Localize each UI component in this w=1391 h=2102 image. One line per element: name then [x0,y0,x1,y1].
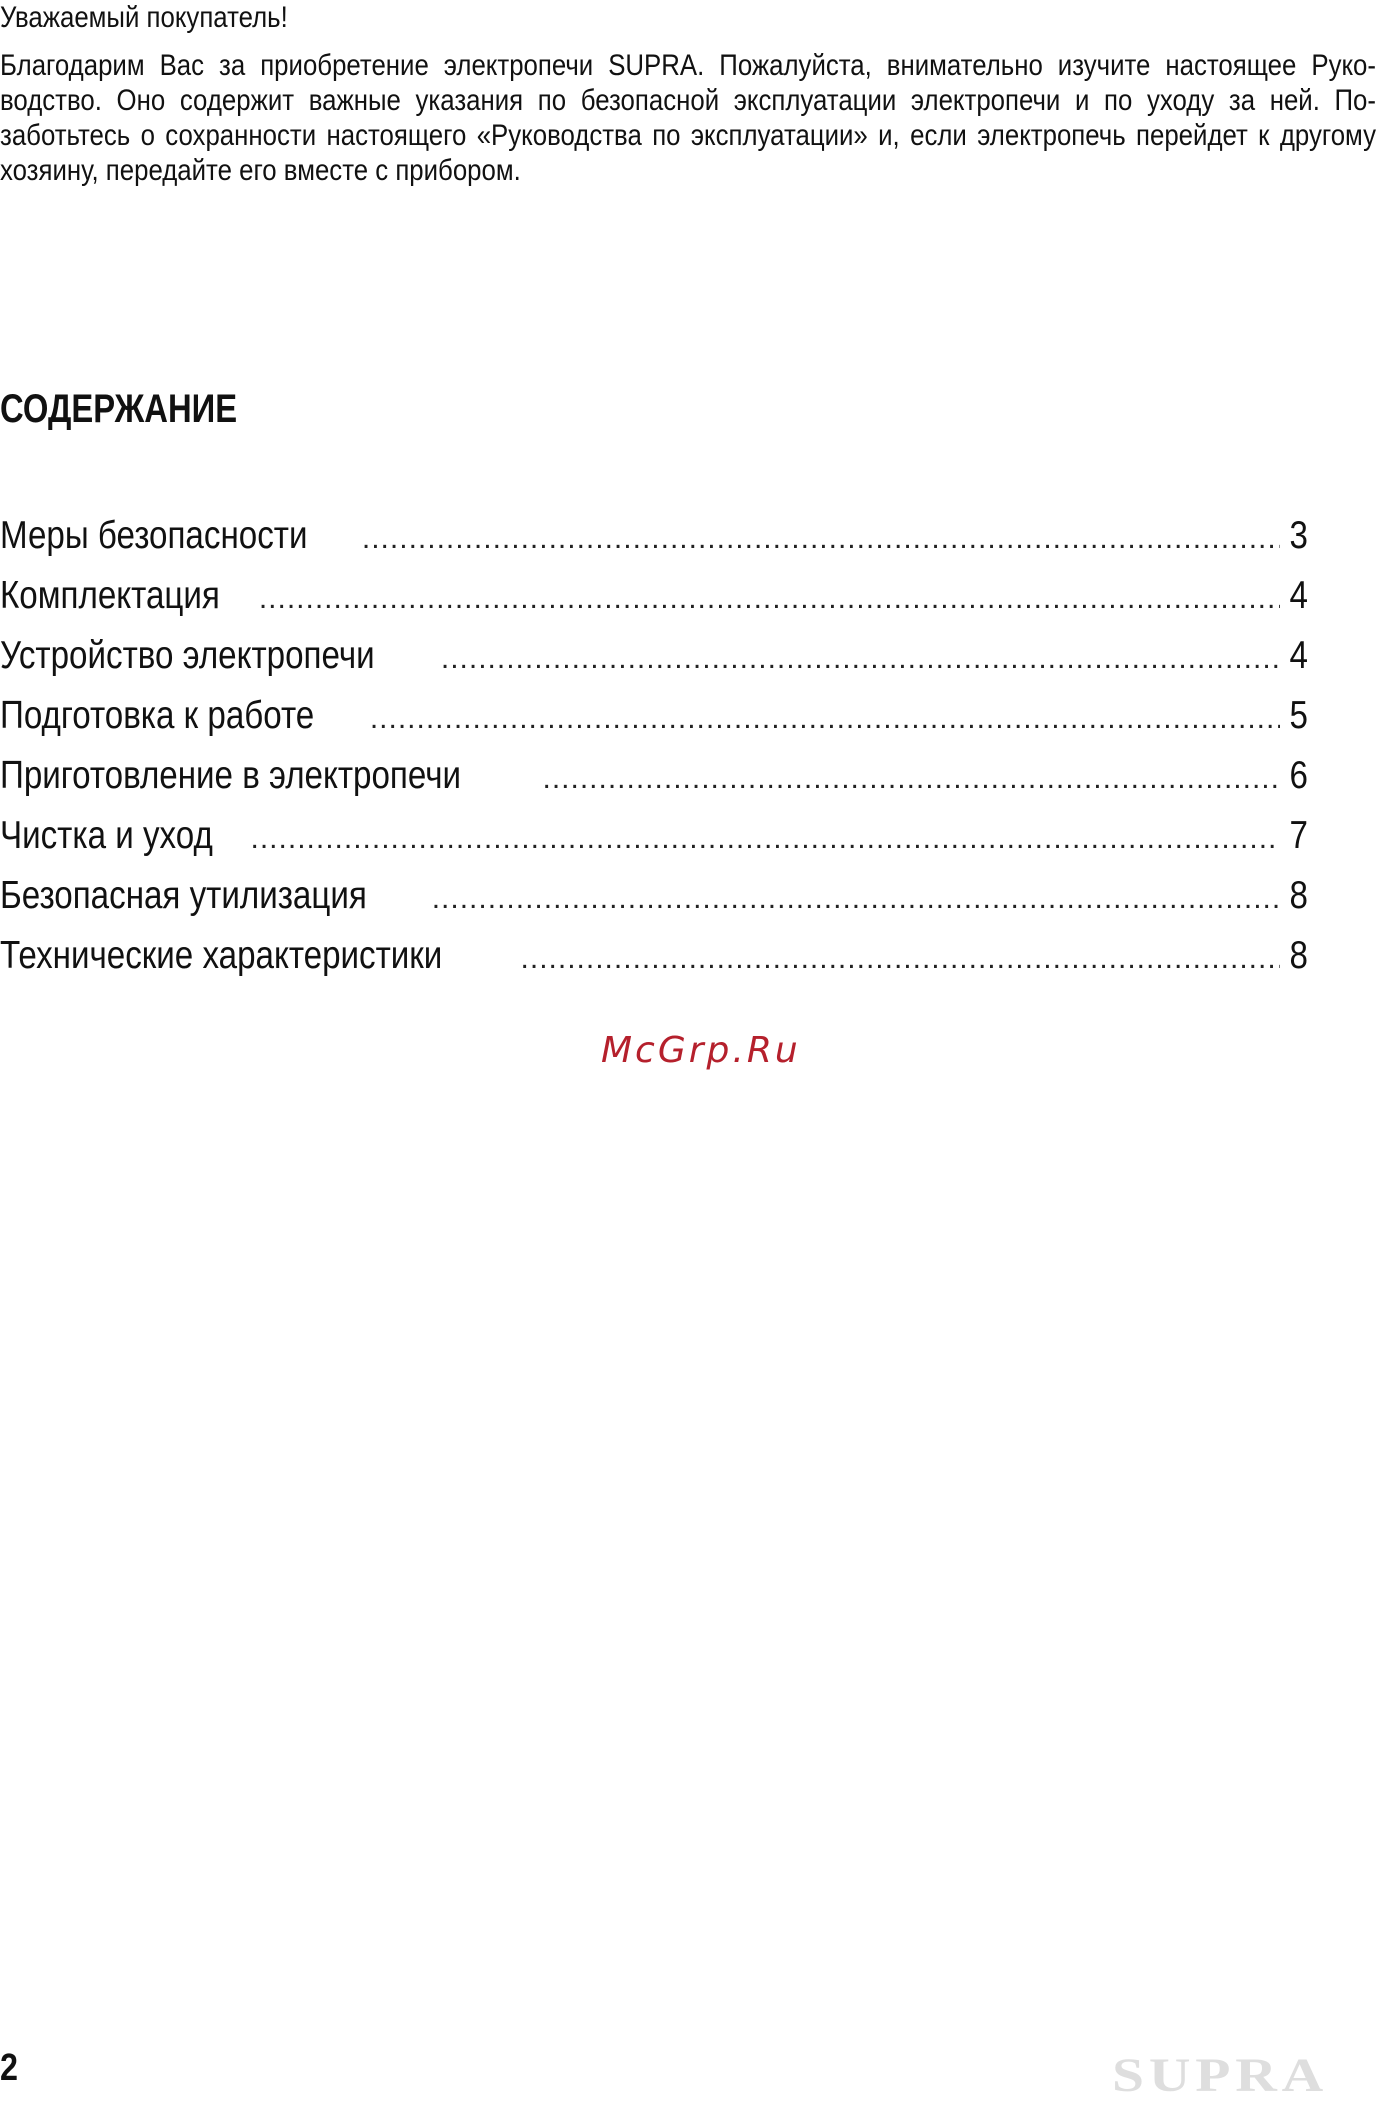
intro-line: Благодарим Вас за приобретение электропечи SUPRA. Пожалуйста, внимательно изучите настоящее Руко- [0,49,1376,82]
toc-entry[interactable] [0,928,1308,988]
toc-entry[interactable] [0,748,1308,808]
toc-entry-page: 5 [1289,694,1308,737]
toc-leader-dots [441,631,1280,687]
toc-leader-dots [251,811,1280,867]
toc-entry-label: Устройство электропечи [0,634,375,677]
toc-leader-dots [432,871,1280,927]
toc-leader-dots [521,931,1280,987]
toc-entry[interactable] [0,808,1308,868]
page-number: 2 [0,2047,18,2089]
toc-entry-label: Меры безопасности [0,514,308,557]
toc-entry-label: Комплектация [0,574,220,617]
toc-leader-dots [370,691,1280,747]
intro-paragraph [0,48,1376,188]
intro-line: другому хозяину, передайте его вместе с прибором. [0,119,1376,187]
toc-heading: СОДЕРЖАНИЕ [0,387,238,431]
toc-entry[interactable] [0,508,1308,568]
toc-entry[interactable] [0,688,1308,748]
brand-logo: SUPRA [1112,2049,1329,2102]
toc-leader-dots [362,511,1280,567]
toc-entry-page: 7 [1289,814,1308,857]
intro-line: водство. Оно содержит важные указания по безопасной эксплуатации электропечи и по уходу за ней. По- [0,84,1376,117]
toc-entry-page: 4 [1289,574,1308,617]
watermark: McGrp.Ru [601,1030,801,1071]
toc-entry-label: Технические характеристики [0,934,443,977]
toc-leader-dots [259,571,1280,627]
intro-line: заботьтесь о сохранности настоящего «Руководства по эксплуатации» и, если электропечь перейдет к [0,119,1280,152]
toc-entry-label: Приготовление в электропечи [0,754,461,797]
toc-entry-label: Чистка и уход [0,814,213,857]
toc-entry[interactable] [0,628,1308,688]
greeting: Уважаемый покупатель! [0,1,288,34]
toc-entry-page: 6 [1289,754,1308,797]
toc-entry-label: Безопасная утилизация [0,874,367,917]
toc-leader-dots [543,751,1281,807]
toc-entry[interactable] [0,568,1308,628]
toc-entry-page: 8 [1289,874,1308,917]
toc-entry-page: 3 [1289,514,1308,557]
toc-entry[interactable] [0,868,1308,928]
table-of-contents [0,508,1308,988]
toc-entry-page: 4 [1289,634,1308,677]
toc-entry-label: Подготовка к работе [0,694,315,737]
toc-entry-page: 8 [1289,934,1308,977]
